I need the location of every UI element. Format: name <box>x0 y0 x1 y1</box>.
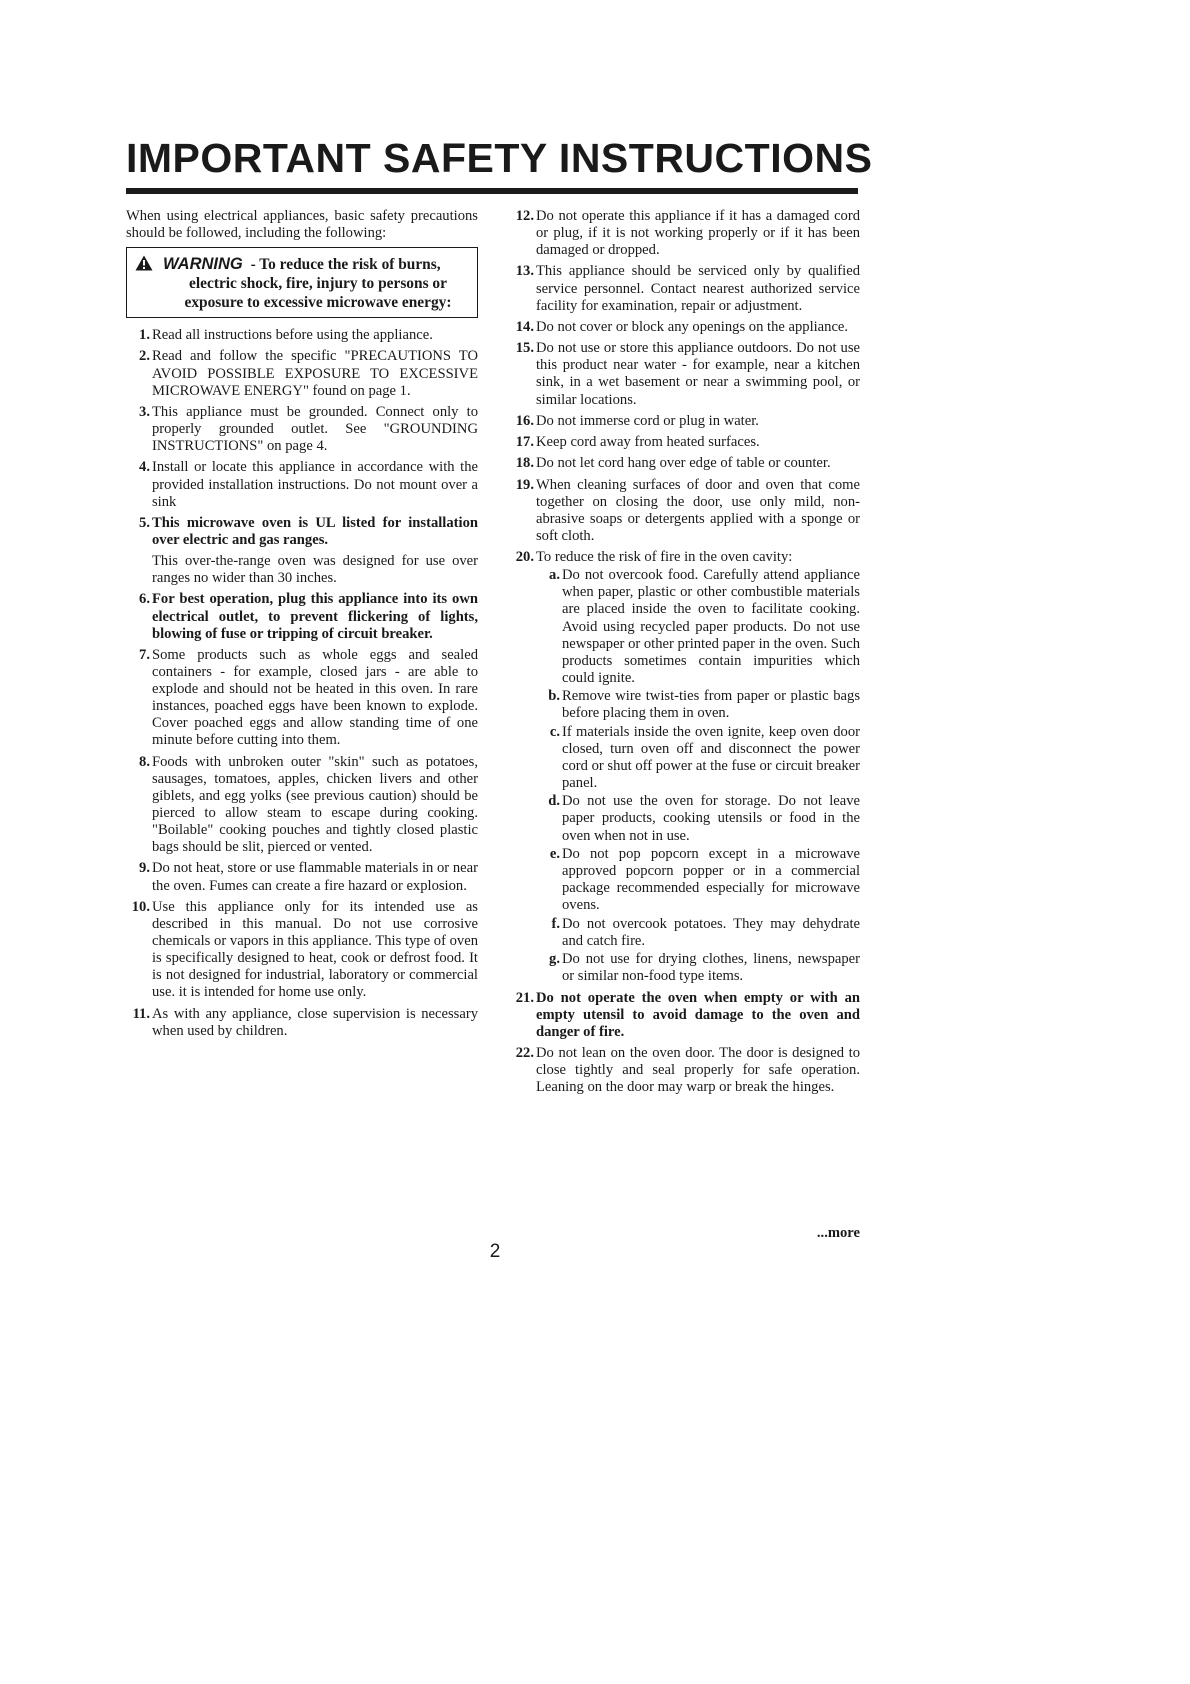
item-text: Do not heat, store or use flammable materials in or near the oven. Fumes can create a fire hazard or explosion. <box>152 860 478 894</box>
instructions-list-left <box>126 327 478 1040</box>
instruction-item-10 <box>126 899 478 1002</box>
sub-item-b <box>536 688 860 722</box>
item-text: Do not cover or block any openings on the appliance. <box>536 318 849 335</box>
item-text: Do not operate this appliance if it has a damaged cord or plug, if it is not working properly or if it has been damaged or dropped. <box>536 208 860 259</box>
sub-text: Do not overcook food. Carefully attend appliance when paper, plastic or other combustible materials are placed inside the oven to facilitate cooking. Avoid using recycled paper products. Do not use newspaper or other printed paper in the oven. Such products sometimes contain impurities which could ignite. <box>562 567 860 686</box>
instruction-item-12 <box>510 208 860 259</box>
item-number: 6. <box>139 591 150 608</box>
item-number: 20. <box>515 549 534 566</box>
right-column <box>510 208 860 1100</box>
instruction-item-1 <box>126 327 478 344</box>
item-text: As with any appliance, close supervision is necessary when used by children. <box>152 1005 478 1039</box>
warning-label: WARNING <box>163 255 243 274</box>
sub-item-f <box>536 916 860 950</box>
sub-text: Do not use for drying clothes, linens, newspaper or similar non-food type items. <box>562 951 860 985</box>
instructions-list-right <box>510 208 860 1096</box>
instruction-item-13 <box>510 263 860 314</box>
instruction-item-21 <box>510 990 860 1041</box>
item-text: Do not immerse cord or plug in water. <box>536 412 759 429</box>
sub-letter: e. <box>549 845 560 862</box>
sub-text: If materials inside the oven ignite, keep oven door closed, turn oven off and disconnect the power cord or shut off power at the fuse or circuit breaker panel. <box>562 723 860 791</box>
warning-box <box>126 247 478 318</box>
sub-item-a <box>536 567 860 687</box>
item-text: Install or locate this appliance in accordance with the provided installation instructions. Do not mount over a sink <box>152 459 478 510</box>
item-number: 14. <box>515 318 534 335</box>
sub-item-e <box>536 846 860 914</box>
sub-text: Do not overcook potatoes. They may dehydrate and catch fire. <box>562 915 860 949</box>
item-number: 22. <box>515 1044 534 1061</box>
sub-text: Do not pop popcorn except in a microwave approved popcorn popper or in a commercial package recommended especially for microwave ovens. <box>562 845 860 914</box>
instruction-item-11 <box>126 1006 478 1040</box>
instruction-item-14 <box>510 319 860 336</box>
warning-line1: - To reduce the risk of burns, <box>246 256 441 274</box>
item-subparagraph: This over-the-range oven was designed for use over ranges no wider than 30 inches. <box>152 553 478 587</box>
sub-item-c <box>536 724 860 792</box>
item-number: 13. <box>515 263 534 280</box>
instruction-item-16 <box>510 413 860 430</box>
item-text: Do not use or store this appliance outdoors. Do not use this product near water - for example, near a kitchen sink, in a wet basement or near a swimming pool, or similar locations. <box>536 340 860 408</box>
continued-more: ...more <box>816 1225 860 1241</box>
instruction-item-4 <box>126 459 478 510</box>
item-text: This microwave oven is UL listed for installation over electric and gas ranges. <box>152 514 478 548</box>
sub-text: Remove wire twist-ties from paper or plastic bags before placing them in oven. <box>562 688 860 722</box>
sub-text: Do not use the oven for storage. Do not leave paper products, cooking utensils or food in the oven when not in use. <box>562 793 860 844</box>
instruction-item-7 <box>126 647 478 750</box>
instruction-item-17 <box>510 434 860 451</box>
item-number: 21. <box>515 989 534 1006</box>
item-number: 7. <box>139 646 150 663</box>
item-text: This appliance should be serviced only by qualified service personnel. Contact nearest authorized service facility for examination, repair or adjustment. <box>536 263 860 314</box>
item-text: This appliance must be grounded. Connect only to properly grounded outlet. See "GROUNDING INSTRUCTIONS" on page 4. <box>152 403 478 455</box>
item-number: 5. <box>139 514 150 531</box>
item-text: To reduce the risk of fire in the oven cavity: <box>536 549 793 566</box>
item-number: 15. <box>515 340 534 357</box>
item-text: Foods with unbroken outer "skin" such as potatoes, sausages, tomatoes, apples, chicken livers and other giblets, and egg yolks (see previous caution) should be pierced to allow steam to escape during cooking. "Boilable" cooking pouches and tightly closed plastic bags should be slit, pierced or vented. <box>152 753 478 856</box>
warning-first-line <box>135 253 469 274</box>
item-number: 12. <box>515 208 534 224</box>
item-number: 10. <box>131 898 150 915</box>
item-number: 2. <box>139 348 150 365</box>
item-text: Some products such as whole eggs and sealed containers - for example, closed jars - are able to explode and should not be heated in this oven. In rare instances, poached eggs have been known to explode. Cover poached eggs and allow standing time of one minute before cutting into them. <box>152 646 478 749</box>
sub-item-d <box>536 793 860 844</box>
item-text: Read and follow the specific "PRECAUTIONS TO AVOID POSSIBLE EXPOSURE TO EXCESSIVE MICROWAVE ENERGY" found on page 1. <box>152 348 478 399</box>
page-title: IMPORTANT SAFETY INSTRUCTIONS <box>126 135 873 181</box>
item-number: 16. <box>515 412 534 429</box>
item-text: Do not let cord hang over edge of table or counter. <box>536 455 831 472</box>
sub-letter: d. <box>548 793 560 810</box>
item-text: Keep cord away from heated surfaces. <box>536 434 760 451</box>
item-text: For best operation, plug this appliance into its own electrical outlet, to prevent flickering of lights, blowing of fuse or tripping of circuit breaker. <box>152 591 478 642</box>
item-text: Do not lean on the oven door. The door is designed to close tightly and seal properly for safe operation. Leaning on the door may warp or break the hinges. <box>536 1044 860 1096</box>
instruction-item-20 <box>510 549 860 985</box>
item-number: 4. <box>139 459 150 476</box>
left-column <box>126 208 478 1044</box>
page-number: 2 <box>489 1241 501 1262</box>
item-number: 1. <box>139 327 150 344</box>
instruction-item-9 <box>126 860 478 894</box>
sub-letter: f. <box>551 915 560 932</box>
item-number: 8. <box>139 753 150 770</box>
item-number: 18. <box>515 455 534 472</box>
title-rule <box>126 188 858 194</box>
instruction-item-3 <box>126 404 478 455</box>
item-number: 17. <box>515 434 534 451</box>
intro-text: When using electrical appliances, basic safety precautions should be followed, including the following: <box>126 208 478 242</box>
instruction-item-8 <box>126 754 478 857</box>
sub-letter: a. <box>549 567 560 584</box>
sub-letter: b. <box>548 688 560 705</box>
item-number: 19. <box>515 476 534 493</box>
instruction-item-18 <box>510 455 860 472</box>
instruction-item-19 <box>510 477 860 545</box>
warning-triangle-icon <box>135 255 153 271</box>
item-text: Do not operate the oven when empty or with an empty utensil to avoid damage to the oven and danger of fire. <box>536 989 860 1040</box>
instruction-item-6 <box>126 591 478 642</box>
item-number: 11. <box>132 1005 150 1022</box>
instruction-item-2 <box>126 348 478 399</box>
item-number: 9. <box>139 860 150 877</box>
warning-rest: electric shock, fire, injury to persons or exposure to excessive microwave energy: <box>184 275 452 312</box>
sub-item-g <box>536 951 860 985</box>
warning-line-text <box>163 255 441 274</box>
item-text: Read all instructions before using the appliance. <box>152 327 433 344</box>
item-text: Use this appliance only for its intended use as described in this manual. Do not use corrosive chemicals or vapors in this appliance. This type of oven is specifically designed to heat, cook or defrost food. It is not designed for industrial, laboratory or commercial use. it is intended for home use only. <box>152 898 478 1001</box>
item-number: 3. <box>139 403 150 420</box>
sub-letter: g. <box>549 951 560 968</box>
item-text: When cleaning surfaces of door and oven that come together on closing the door, use only mild, non-abrasive soaps or detergents applied with a sponge or soft cloth. <box>536 476 860 544</box>
instruction-item-15 <box>510 340 860 408</box>
instruction-item-5 <box>126 515 478 587</box>
sub-letter: c. <box>549 723 560 740</box>
instruction-item-22 <box>510 1045 860 1096</box>
sub-list <box>536 567 860 985</box>
